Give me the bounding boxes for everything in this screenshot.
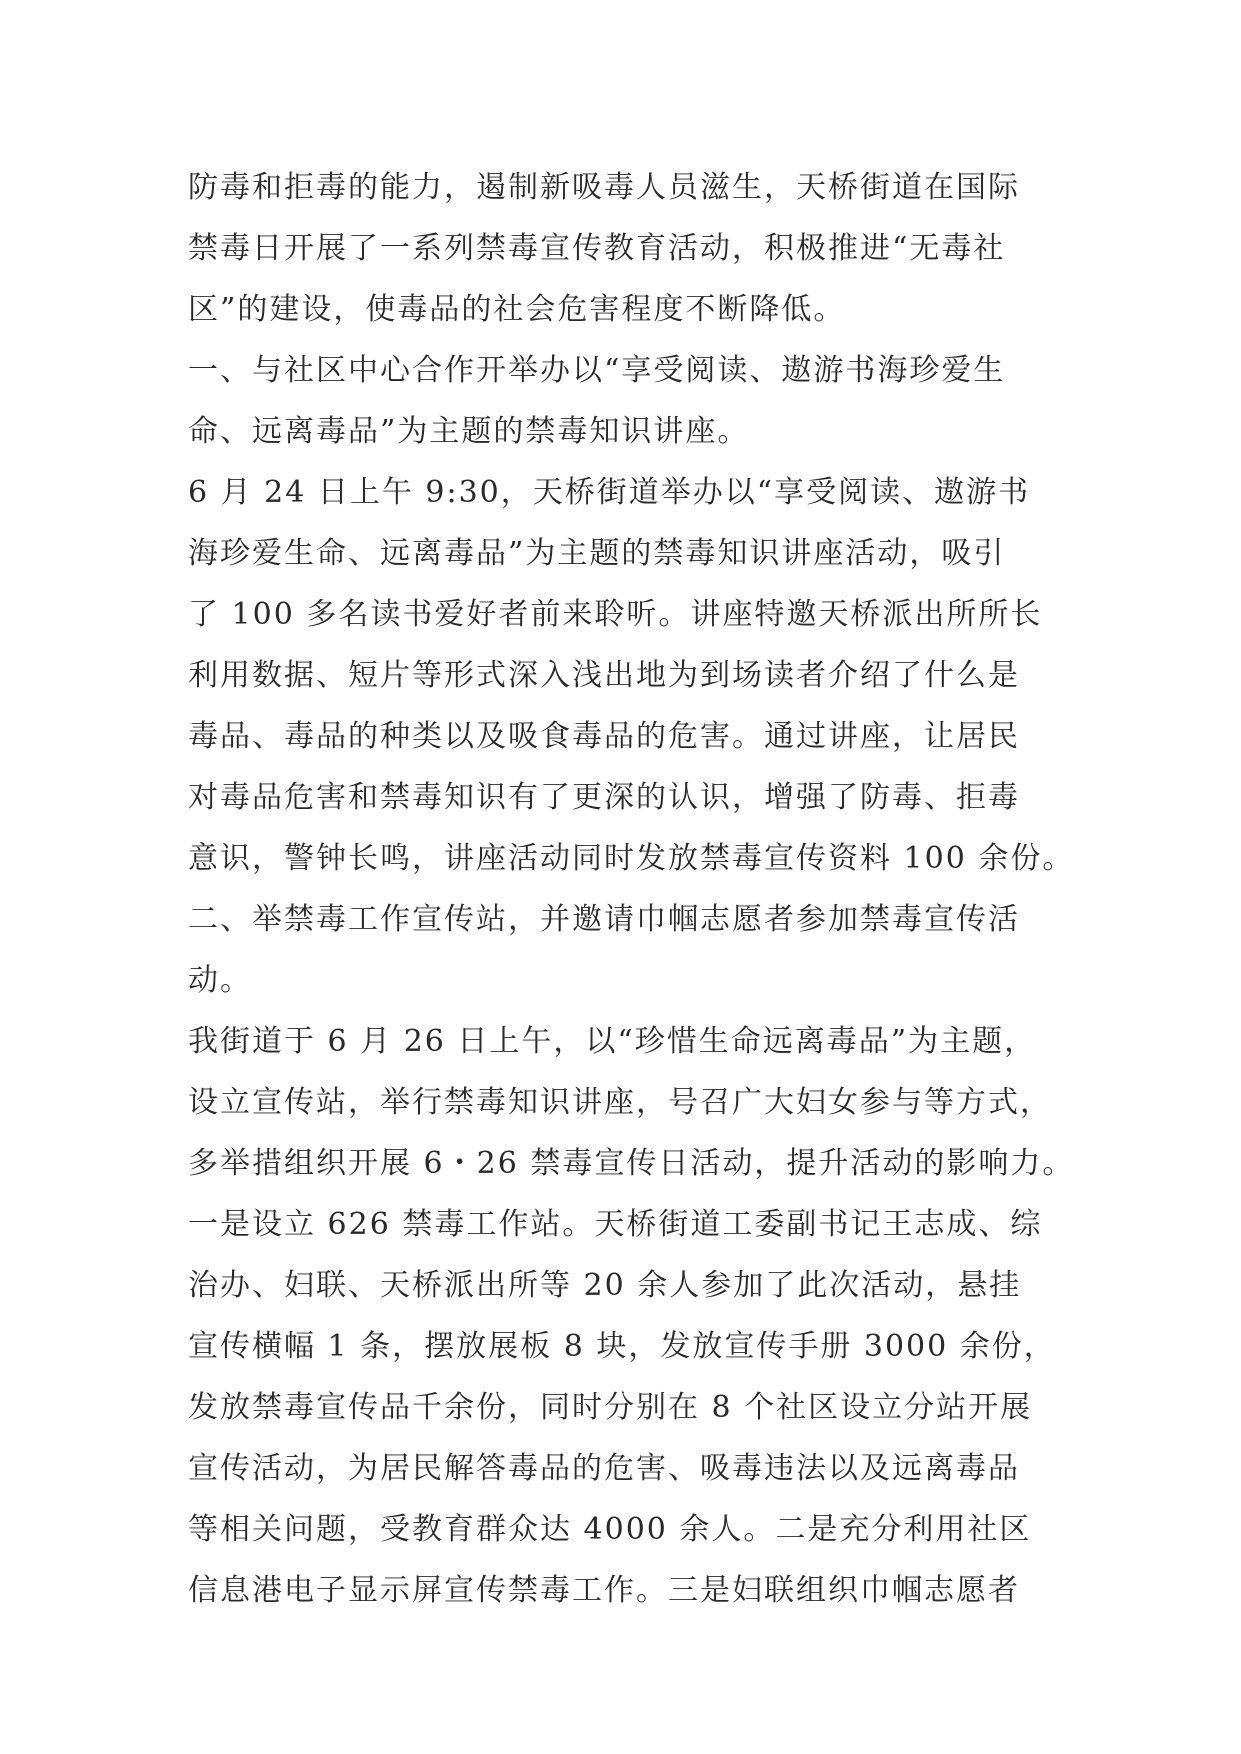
section-heading-line: 二、举禁毒工作宣传站，并邀请巾帼志愿者参加禁毒宣传活 <box>188 902 1020 937</box>
text-line: 禁毒日开展了一系列禁毒宣传教育活动，积极推进“无毒社 <box>188 231 1006 266</box>
text-line: 宣传横幅 1 条，摆放展板 8 块，发放宣传手册 3000 余份， <box>188 1329 1056 1364</box>
text-line: 防毒和拒毒的能力，遏制新吸毒人员滋生，天桥街道在国际 <box>188 170 1020 205</box>
text-line: 治办、妇联、天桥派出所等 20 余人参加了此次活动，悬挂 <box>188 1268 1022 1303</box>
text-line: 对毒品危害和禁毒知识有了更深的认识，增强了防毒、拒毒 <box>188 780 1020 815</box>
text-line: 我街道于 6 月 26 日上午，以“珍惜生命远离毒品”为主题， <box>188 1024 1037 1059</box>
text-line: 意识，警钟长鸣，讲座活动同时发放禁毒宣传资料 100 余份。 <box>188 841 1075 876</box>
text-line: 发放禁毒宣传品千余份，同时分别在 8 个社区设立分站开展 <box>188 1390 1033 1425</box>
text-line: 一是设立 626 禁毒工作站。天桥街道工委副书记王志成、综 <box>188 1207 1043 1242</box>
text-line: 多举措组织开展 6・26 禁毒宣传日活动，提升活动的影响力。 <box>188 1146 1075 1181</box>
text-line: 了 100 多名读书爱好者前来聆听。讲座特邀天桥派出所所长 <box>188 597 1043 632</box>
text-line: 等相关问题，受教育群众达 4000 余人。二是充分利用社区 <box>188 1512 1032 1547</box>
text-line: 毒品、毒品的种类以及吸食毒品的危害。通过讲座，让居民 <box>188 719 1020 754</box>
text-line: 区”的建设，使毒品的社会危害程度不断降低。 <box>188 292 846 327</box>
text-line: 设立宣传站，举行禁毒知识讲座，号召广大妇女参与等方式， <box>188 1085 1052 1120</box>
text-line: 宣传活动，为居民解答毒品的危害、吸毒违法以及远离毒品 <box>188 1451 1020 1486</box>
text-line: 信息港电子显示屏宣传禁毒工作。三是妇联组织巾帼志愿者 <box>188 1573 1020 1608</box>
section-heading-line: 动。 <box>188 963 252 998</box>
document-body <box>188 157 1078 1621</box>
text-line: 6 月 24 日上午 9:30，天桥街道举办以“享受阅读、遨游书 <box>188 475 1031 510</box>
section-heading-line: 命、远离毒品”为主题的禁毒知识讲座。 <box>188 414 750 449</box>
section-heading-line: 一、与社区中心合作开举办以“享受阅读、遨游书海珍爱生 <box>188 353 1006 388</box>
text-line: 海珍爱生命、远离毒品”为主题的禁毒知识讲座活动，吸引 <box>188 536 1006 571</box>
text-line: 利用数据、短片等形式深入浅出地为到场读者介绍了什么是 <box>188 658 1020 693</box>
